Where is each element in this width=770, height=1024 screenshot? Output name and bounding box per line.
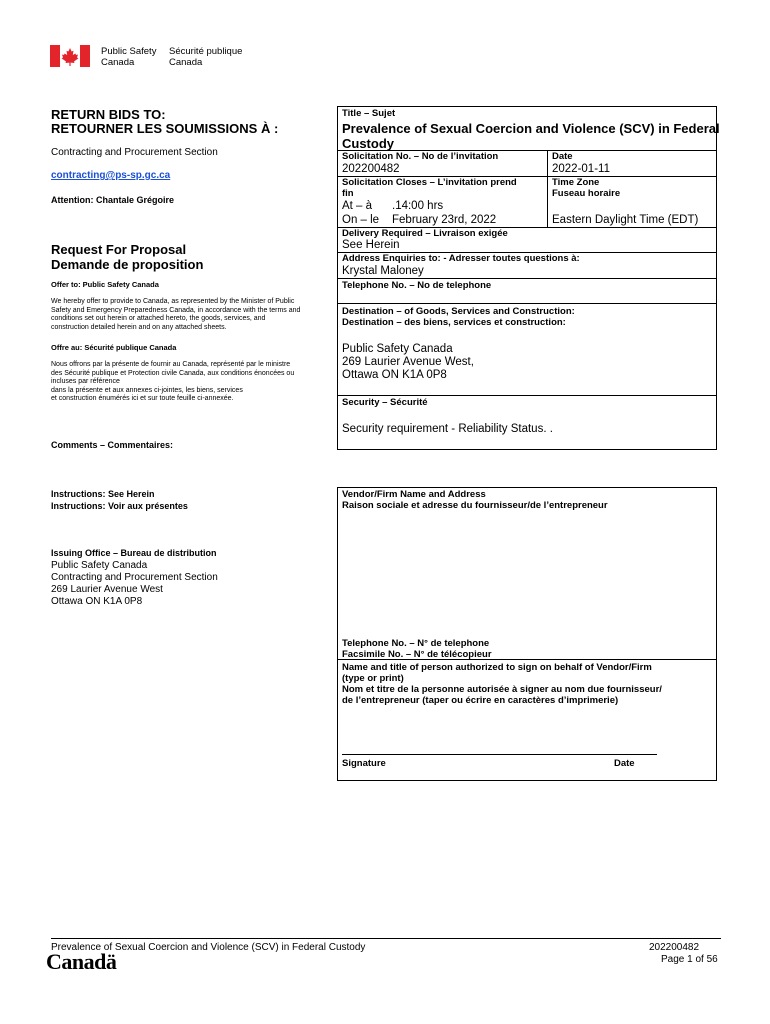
contracting-section: Contracting and Procurement Section [51, 147, 218, 158]
offre-au: Offre au: Sécurité publique Canada [51, 343, 177, 352]
closing-date: February 23rd, 2022 [392, 214, 497, 226]
offre-text: Nous offrons par la présente de fournir au Canada, représenté par le ministre des Sécurité publique et Protection civile Canada, aux conditions énoncées ou incluses par référence dans la présente et aux annexes ci-jointes, les biens, services et construction énumérés ici et sur toute feuille ci-annexée. [51, 361, 295, 403]
return-bids-fr: RETOURNER LES SOUMISSIONS À : [51, 121, 279, 136]
telephone-label: Telephone No. – No de telephone [342, 280, 492, 291]
delivery-value: See Herein [342, 239, 400, 251]
timezone-label: Time Zone Fuseau horaire [552, 177, 621, 199]
footer-page-number: Page 1 of 56 [661, 954, 718, 965]
return-bids-en: RETURN BIDS TO: [51, 107, 166, 122]
solicitation-label: Solicitation No. – No de l’invitation [342, 151, 499, 162]
instructions-en: Instructions: See Herein [51, 489, 155, 499]
enquiries-label: Address Enquiries to: - Adresser toutes questions à: [342, 253, 580, 264]
vendor-name-label: Vendor/Firm Name and Address Raison sociale et adresse du fournisseur/de l’entrepreneur [342, 489, 608, 511]
vendor-box [337, 487, 717, 781]
signature-line [342, 754, 657, 755]
closing-time: .14:00 hrs [392, 200, 444, 212]
solicitation-number: 202200482 [342, 163, 400, 175]
rfp-title-fr: Demande de proposition [51, 257, 204, 272]
comments-label: Comments – Commentaires: [51, 440, 174, 450]
canada-wordmark: Canadä [46, 949, 117, 974]
footer-solicitation: 202200482 [649, 942, 700, 953]
offer-to: Offer to: Public Safety Canada [51, 280, 159, 289]
date-value: 2022-01-11 [552, 163, 610, 175]
footer-doc-title: Prevalence of Sexual Coercion and Violence (SCV) in Federal Custody [51, 942, 366, 953]
date-label: Date [552, 151, 573, 162]
vendor-phone-fax-label: Telephone No. – N° de telephone Facsimile No. – N° de télécopieur [342, 638, 492, 660]
on-label: On – le [342, 214, 380, 226]
attention: Attention: Chantale Grégoire [51, 195, 175, 205]
instructions-fr: Instructions: Voir aux présentes [51, 501, 188, 511]
closes-label: Solicitation Closes – L’invitation prend fin [342, 177, 517, 199]
document-title: Prevalence of Sexual Coercion and Violence (SCV) in Federal Custody [342, 121, 720, 151]
delivery-label: Delivery Required – Livraison exigée [342, 228, 508, 239]
title-label: Title – Sujet [342, 108, 396, 119]
timezone-value: Eastern Daylight Time (EDT) [552, 214, 699, 226]
signature-label: Signature [342, 758, 386, 769]
email-link[interactable]: contracting@ps-sp.gc.ca [51, 170, 171, 181]
department-name-fr: Sécurité publique Canada [169, 46, 243, 68]
destination-label: Destination – of Goods, Services and Construction: Destination – des biens, services et construction: [342, 306, 575, 328]
at-label: At – à [342, 200, 373, 212]
canada-flag-icon [50, 45, 90, 67]
security-label: Security – Sécurité [342, 397, 428, 408]
security-value: Security requirement - Reliability Status. . [342, 423, 553, 435]
issuing-office-label: Issuing Office – Bureau de distribution [51, 548, 217, 558]
footer-rule [51, 938, 721, 939]
issuing-office-address: Public Safety Canada Contracting and Procurement Section 269 Laurier Avenue West Ottawa ON K1A 0P8 [51, 560, 218, 607]
destination-address: Public Safety Canada 269 Laurier Avenue West, Ottawa ON K1A 0P8 [342, 343, 474, 381]
signature-date-label: Date [614, 758, 635, 769]
rfp-title-en: Request For Proposal [51, 242, 187, 257]
enquiries-contact: Krystal Maloney [342, 265, 424, 277]
department-name-en: Public Safety Canada [101, 46, 157, 68]
offer-text: We hereby offer to provide to Canada, as represented by the Minister of Public Safety and Emergency Preparedness Canada, in accordance with the terms and conditions set out herein or attached hereto, the goods, services, and construction detailed herein and on any attached sheets. [51, 298, 301, 331]
authorized-person-label: Name and title of person authorized to sign on behalf of Vendor/Firm (type or print) Nom et titre de la personne autorisée à signer au nom due fournisseur/ de l’entrepreneur (taper ou écrire en caractères d’imprimerie) [342, 662, 662, 706]
